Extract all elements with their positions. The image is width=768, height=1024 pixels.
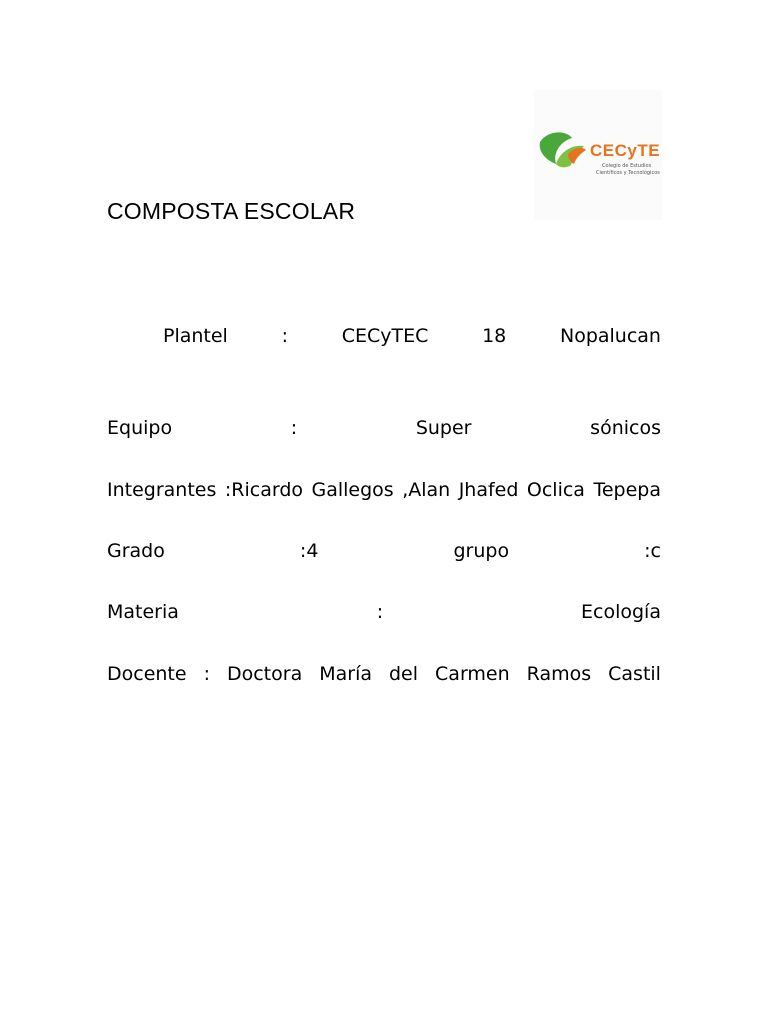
integrantes-word: Oclica xyxy=(526,479,585,501)
materia-word: Ecología xyxy=(581,601,661,623)
docente-word: Doctora xyxy=(226,663,303,685)
grado-line xyxy=(107,540,661,562)
integrantes-word: :Ricardo xyxy=(224,479,304,501)
plantel-line xyxy=(163,325,661,347)
logo-wordmark: CECyTE xyxy=(590,141,661,160)
integrantes-word: Jhafed xyxy=(458,479,519,501)
plantel-word: Plantel xyxy=(163,325,228,347)
logo-tagline-1: Colegio de Estudios xyxy=(602,163,652,169)
grado-word: :4 xyxy=(299,540,319,562)
equipo-word: sónicos xyxy=(590,417,661,439)
docente-word: Castil xyxy=(608,663,661,685)
integrantes-word: ,Alan xyxy=(402,479,451,501)
integrantes-word: Tepepa xyxy=(593,479,661,501)
grado-word: grupo xyxy=(453,540,510,562)
plantel-word: 18 xyxy=(482,325,507,347)
integrantes-word: Integrantes xyxy=(107,479,217,501)
materia-line xyxy=(107,601,661,623)
plantel-word: Nopalucan xyxy=(559,325,661,347)
equipo-line xyxy=(107,417,661,439)
integrantes-word: Gallegos xyxy=(311,479,394,501)
docente-word: Carmen xyxy=(435,663,510,685)
plantel-word: : xyxy=(281,325,288,347)
integrantes-line xyxy=(107,479,661,501)
docente-word: del xyxy=(389,663,419,685)
equipo-word: Equipo xyxy=(107,417,173,439)
equipo-word: Super xyxy=(415,417,472,439)
document-title: COMPOSTA ESCOLAR xyxy=(107,198,356,224)
docente-word: Docente xyxy=(107,663,187,685)
docente-word: Ramos xyxy=(526,663,592,685)
materia-word: : xyxy=(376,601,384,623)
cecyte-logo xyxy=(534,90,662,220)
docente-word: : xyxy=(203,663,210,685)
equipo-word: : xyxy=(290,417,298,439)
docente-line xyxy=(107,663,661,685)
grado-word: :c xyxy=(644,540,661,562)
plantel-word: CECyTEC xyxy=(341,325,429,347)
grado-word: Grado xyxy=(107,540,165,562)
materia-word: Materia xyxy=(107,601,179,623)
logo-tagline-2: Científicos y Tecnológicos xyxy=(596,170,660,176)
docente-word: María xyxy=(319,663,372,685)
